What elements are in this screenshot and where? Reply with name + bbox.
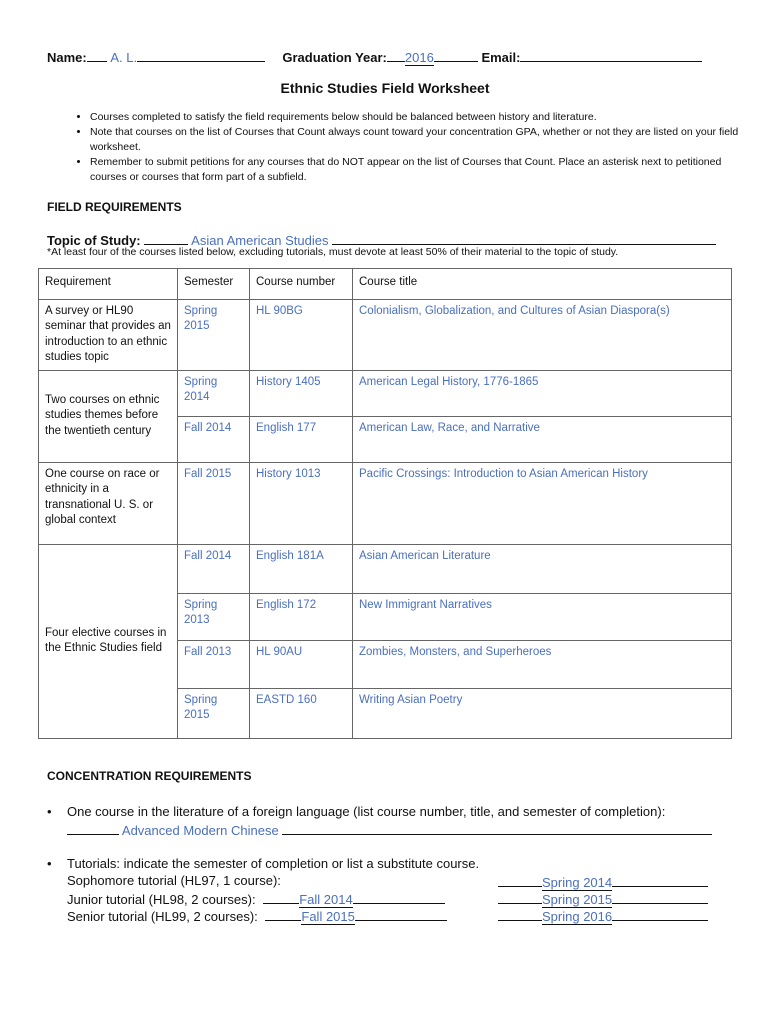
bullet-icon: • [47,856,52,871]
course-title-cell[interactable]: American Legal History, 1776-1865 [353,370,732,416]
senior-tutorial-row [67,906,447,925]
semester-cell[interactable]: Spring 2015 [178,688,250,738]
column-header: Requirement [39,269,178,300]
table-row [39,370,732,416]
semester-cell[interactable]: Fall 2015 [178,462,250,544]
instruction-item: • Note that courses on the list of Courses that Count always count toward your concentration GPA, whether or not they are listed on your field worksheet. [90,125,760,155]
sophomore-tutorial-row [67,872,281,889]
semester-cell[interactable]: Spring 2013 [178,593,250,640]
requirement-cell: Two courses on ethnic studies themes before the twentieth century [39,370,178,462]
tutorials-text: Tutorials: indicate the semester of completion or list a substitute course. [67,856,480,871]
field-requirements-heading: FIELD REQUIREMENTS [47,200,182,214]
course-number-cell[interactable]: History 1405 [250,370,353,416]
semester-cell[interactable]: Fall 2014 [178,416,250,462]
table-header-row [39,269,732,300]
field-requirements-table [38,268,732,739]
instructions-list [56,110,760,185]
instruction-item: • Remember to submit petitions for any courses that do NOT appear on the list of Courses that Count. Place an asterisk next to petitioned courses or courses that form part of a subfield. [90,155,760,185]
column-header: Semester [178,269,250,300]
semester-cell[interactable]: Spring 2014 [178,370,250,416]
course-number-cell[interactable]: HL 90BG [250,299,353,370]
course-number-cell[interactable]: EASTD 160 [250,688,353,738]
name-field[interactable]: A. L. [110,50,138,65]
course-number-cell[interactable]: HL 90AU [250,640,353,688]
bullet-icon: • [47,804,52,819]
right-column-field[interactable]: Spring 2016 [542,909,613,924]
right-column-row [498,906,708,925]
table-row [39,462,732,544]
course-title-cell[interactable]: New Immigrant Narratives [353,593,732,640]
graduation-year-label: Graduation Year: [282,50,387,65]
graduation-year-field[interactable]: 2016 [404,50,434,65]
requirement-cell: Four elective courses in the Ethnic Studies field [39,544,178,738]
topic-note: *At least four of the courses listed below, excluding tutorials, must devote at least 50% of their material to the topic of study. [47,246,619,258]
junior-tutorial-label: Junior tutorial (HL98, 2 courses): [67,892,256,907]
junior-tutorial-field[interactable]: Fall 2014 [299,892,353,907]
foreign-language-field[interactable]: Advanced Modern Chinese [121,823,279,838]
senior-tutorial-label: Senior tutorial (HL99, 2 courses): [67,909,258,924]
course-number-cell[interactable]: English 177 [250,416,353,462]
name-label: Name: [47,50,87,65]
senior-tutorial-field[interactable]: Fall 2015 [301,909,355,924]
topic-field[interactable]: Asian American Studies [191,233,329,248]
concentration-heading: CONCENTRATION REQUIREMENTS [47,769,252,783]
requirement-cell: One course on race or ethnicity in a transnational U. S. or global context [39,462,178,544]
column-header: Course number [250,269,353,300]
page-title: Ethnic Studies Field Worksheet [280,80,490,96]
email-field[interactable] [520,47,702,62]
course-title-cell[interactable]: Asian American Literature [353,544,732,593]
header-line [47,47,702,65]
right-column-field[interactable]: Spring 2015 [542,892,613,907]
email-label: Email: [481,50,521,65]
course-title-cell[interactable]: Pacific Crossings: Introduction to Asian American History [353,462,732,544]
sophomore-tutorial-label: Sophomore tutorial (HL97, 1 course): [67,873,281,888]
foreign-language-text: One course in the literature of a foreign language (list course number, title, and semester of completion): [67,804,666,819]
course-number-cell[interactable]: History 1013 [250,462,353,544]
table-row [39,544,732,593]
instruction-item: • Courses completed to satisfy the field requirements below should be balanced between history and literature. [90,110,760,125]
course-number-cell[interactable]: English 181A [250,544,353,593]
topic-label: Topic of Study: [47,233,141,248]
column-header: Course title [353,269,732,300]
course-title-cell[interactable]: Colonialism, Globalization, and Cultures of Asian Diaspora(s) [353,299,732,370]
course-title-cell[interactable]: American Law, Race, and Narrative [353,416,732,462]
requirement-cell: A survey or HL90 seminar that provides an introduction to an ethnic studies topic [39,299,178,370]
course-title-cell[interactable]: Writing Asian Poetry [353,688,732,738]
semester-cell[interactable]: Fall 2013 [178,640,250,688]
course-number-cell[interactable]: English 172 [250,593,353,640]
semester-cell[interactable]: Fall 2014 [178,544,250,593]
course-title-cell[interactable]: Zombies, Monsters, and Superheroes [353,640,732,688]
table-row [39,299,732,370]
semester-cell[interactable]: Spring 2015 [178,299,250,370]
right-column-field[interactable]: Spring 2014 [542,875,613,890]
foreign-language-answer [67,820,712,839]
